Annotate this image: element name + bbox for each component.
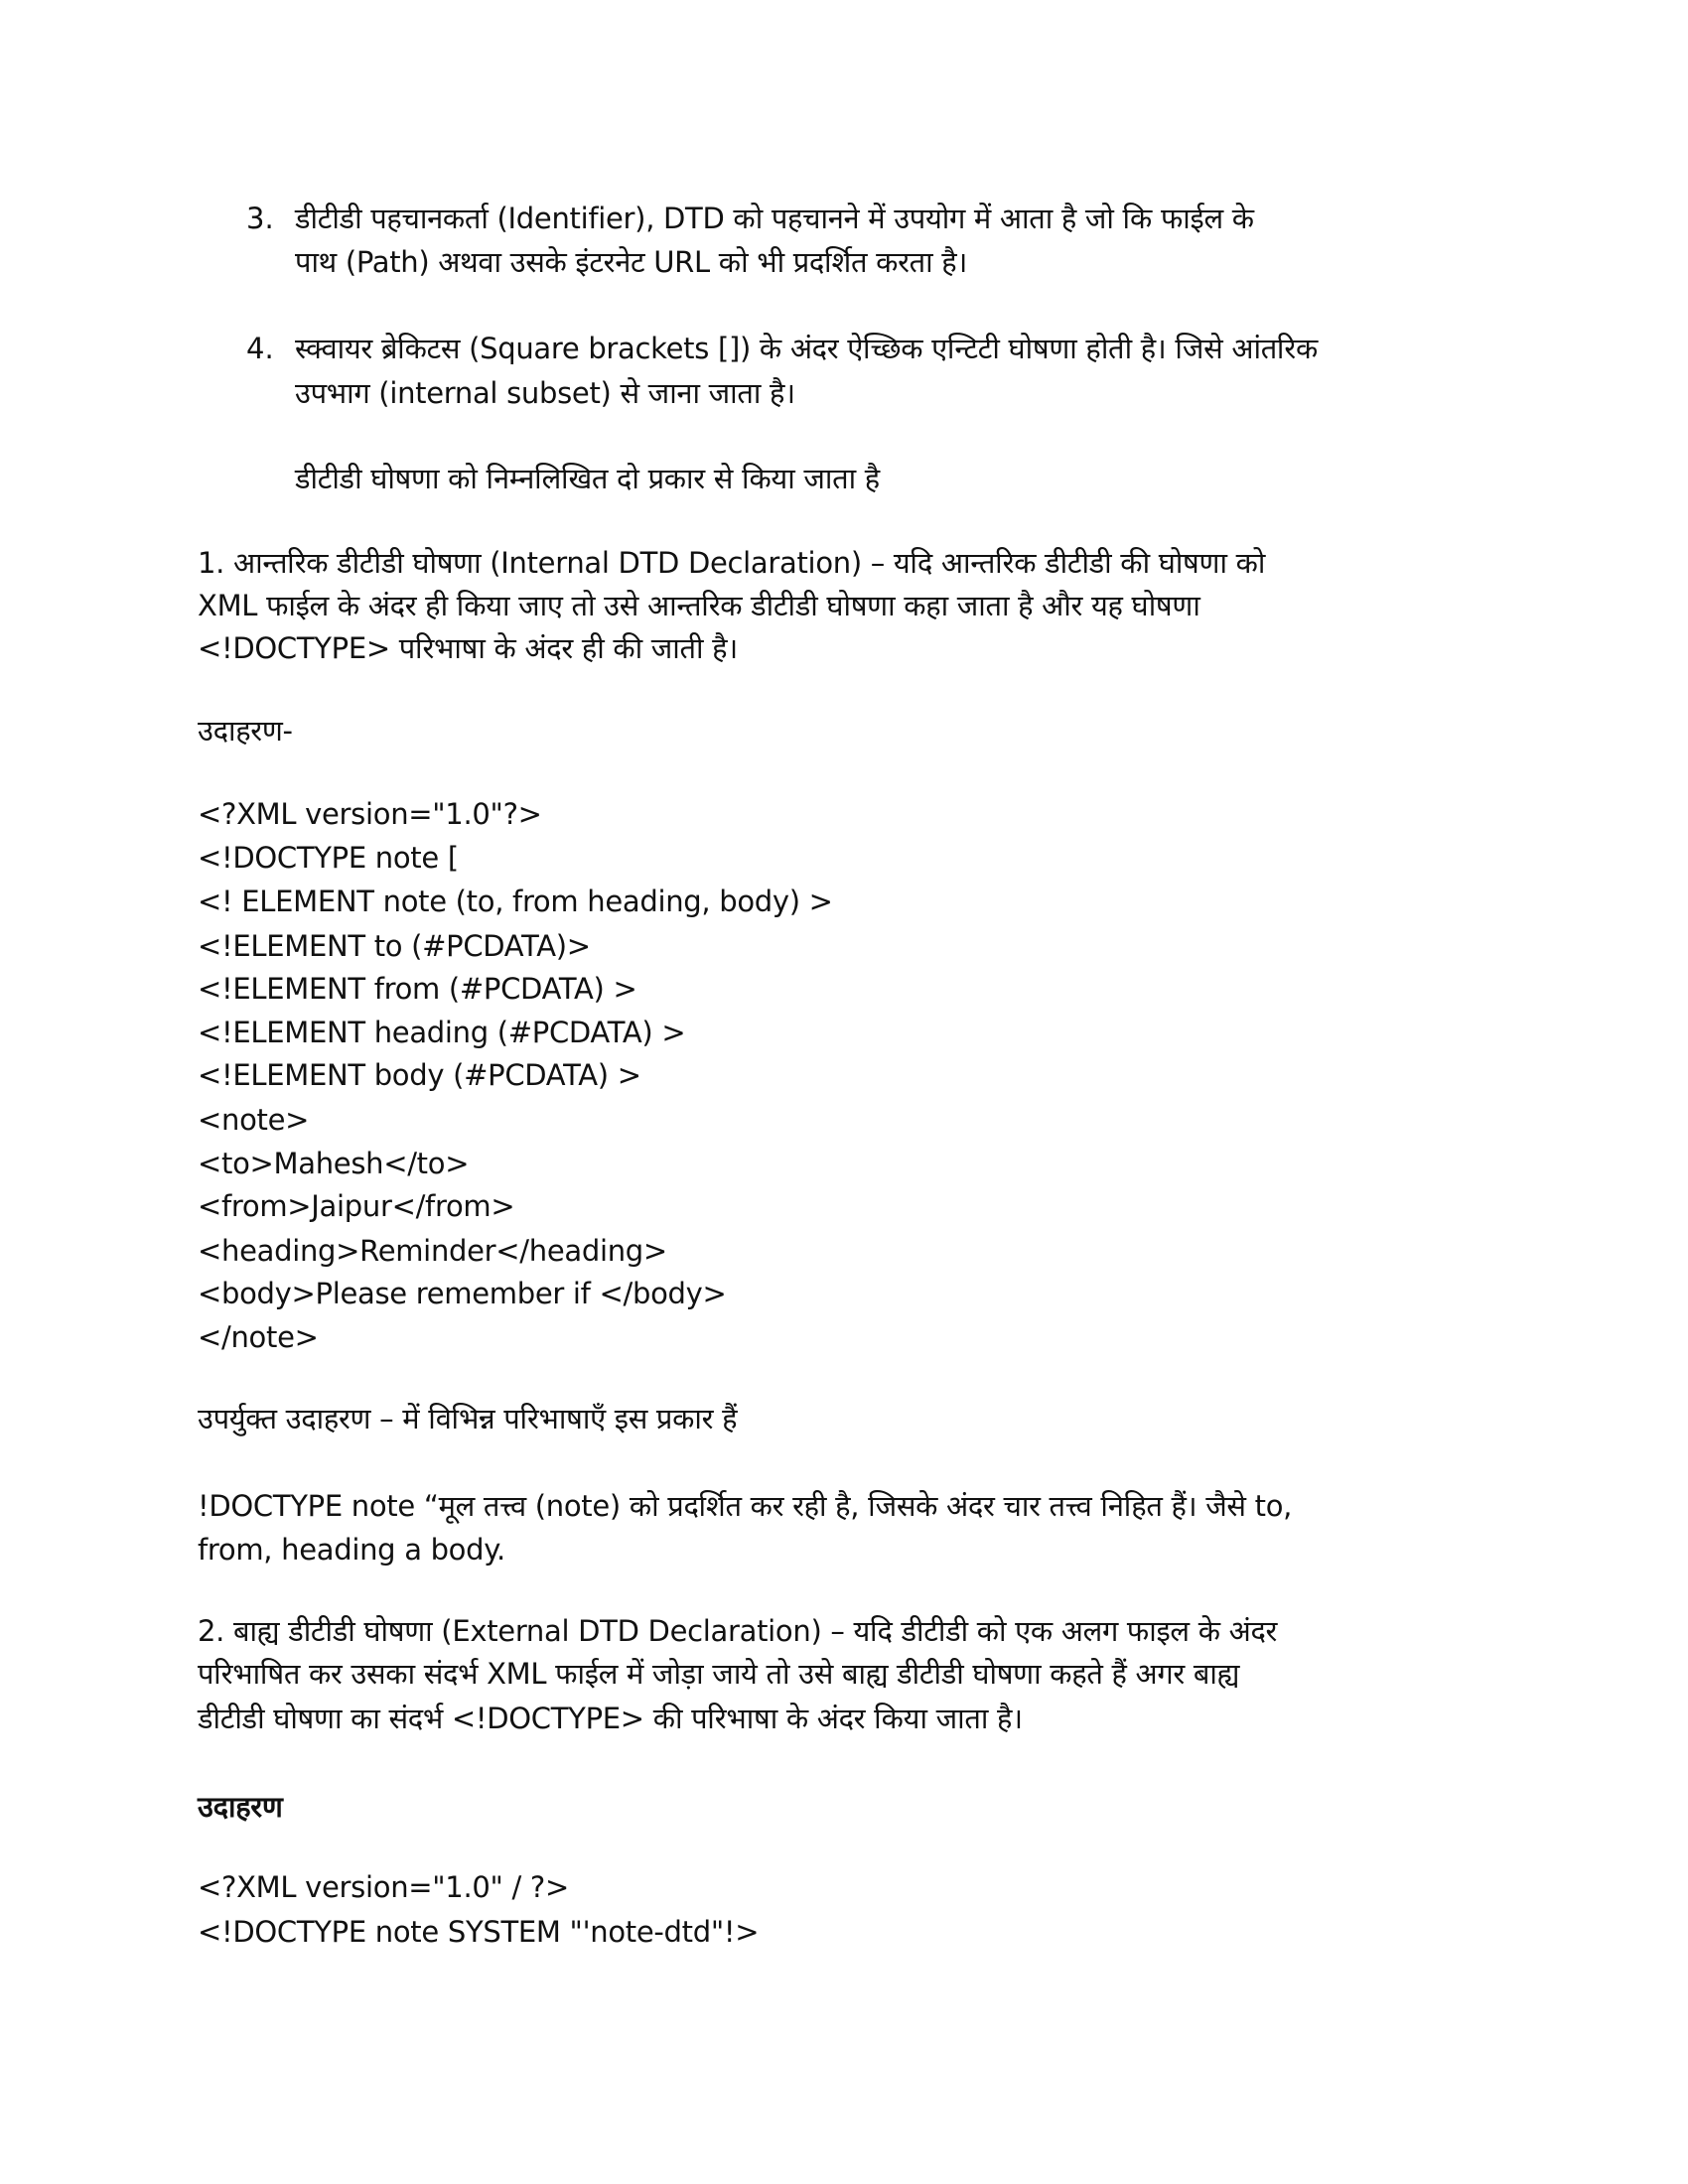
code-line: <! ELEMENT note (to, from heading, body) >: [198, 885, 833, 918]
code-line: </note>: [198, 1320, 319, 1354]
code-line: <body>Please remember if </body>: [198, 1277, 727, 1310]
paragraph-line: from, heading a body.: [198, 1533, 505, 1567]
list-number: 4.: [246, 332, 274, 365]
code-line: <!ELEMENT body (#PCDATA) >: [198, 1058, 641, 1092]
paragraph-line: <!DOCTYPE> परिभाषा के अंदर ही की जाती है।: [198, 631, 738, 665]
code-line: <!ELEMENT to (#PCDATA)>: [198, 929, 591, 963]
paragraph-line: !DOCTYPE note “मूल तत्त्व (note) को प्रदर्शित कर रही है, जिसके अंदर चार तत्त्व निहित हैं। जैसे to,: [198, 1489, 1293, 1523]
code-line: <to>Mahesh</to>: [198, 1147, 470, 1180]
code-line: <!DOCTYPE note SYSTEM "'note-dtd"!>: [198, 1915, 760, 1949]
code-line: <!ELEMENT heading (#PCDATA) >: [198, 1016, 686, 1049]
code-line: <from>Jaipur</from>: [198, 1189, 515, 1223]
code-line: <?XML version="1.0" / ?>: [198, 1870, 569, 1904]
code-line: <note>: [198, 1103, 310, 1137]
code-line: <?XML version="1.0"?>: [198, 797, 542, 831]
paragraph-line: परिभाषित कर उसका संदर्भ XML फाईल में जोड़ा जाये तो उसे बाह्य डीटीडी घोषणा कहते हैं अगर बाह्य: [198, 1657, 1240, 1691]
intro-line: डीटीडी घोषणा को निम्नलिखित दो प्रकार से किया जाता है: [295, 462, 880, 495]
list-item-text: स्क्वायर ब्रेकिटस (Square brackets []) के अंदर ऐच्छिक एन्टिटी घोषणा होती है। जिसे आंतरिक: [295, 332, 1318, 365]
list-item-text: पाथ (Path) अथवा उसके इंटरनेट URL को भी प्रदर्शित करता है।: [295, 245, 968, 279]
example-label: उदाहरण-: [198, 714, 293, 748]
explanation-heading: उपर्युक्त उदाहरण – में विभिन्न परिभाषाएँ इस प्रकार हैं: [198, 1402, 738, 1435]
paragraph-line: XML फाईल के अंदर ही किया जाए तो उसे आन्तरिक डीटीडी घोषणा कहा जाता है और यह घोषणा: [198, 589, 1200, 622]
list-item-text: उपभाग (internal subset) से जाना जाता है।: [295, 376, 795, 410]
example-heading: उदाहरण: [198, 1790, 283, 1824]
code-line: <!ELEMENT from (#PCDATA) >: [198, 972, 637, 1006]
code-line: <!DOCTYPE note [: [198, 841, 459, 875]
list-item-text: डीटीडी पहचानकर्ता (Identifier), DTD को पहचानने में उपयोग में आता है जो कि फाईल के: [295, 202, 1254, 235]
paragraph-line: 1. आन्तरिक डीटीडी घोषणा (Internal DTD Declaration) – यदि आन्तरिक डीटीडी की घोषणा को: [198, 546, 1266, 580]
paragraph-line: डीटीडी घोषणा का संदर्भ <!DOCTYPE> की परिभाषा के अंदर किया जाता है।: [198, 1702, 1023, 1735]
paragraph-line: 2. बाह्य डीटीडी घोषणा (External DTD Declaration) – यदि डीटीडी को एक अलग फाइल के अंदर: [198, 1614, 1278, 1648]
list-number: 3.: [246, 202, 274, 235]
code-line: <heading>Reminder</heading>: [198, 1234, 667, 1268]
